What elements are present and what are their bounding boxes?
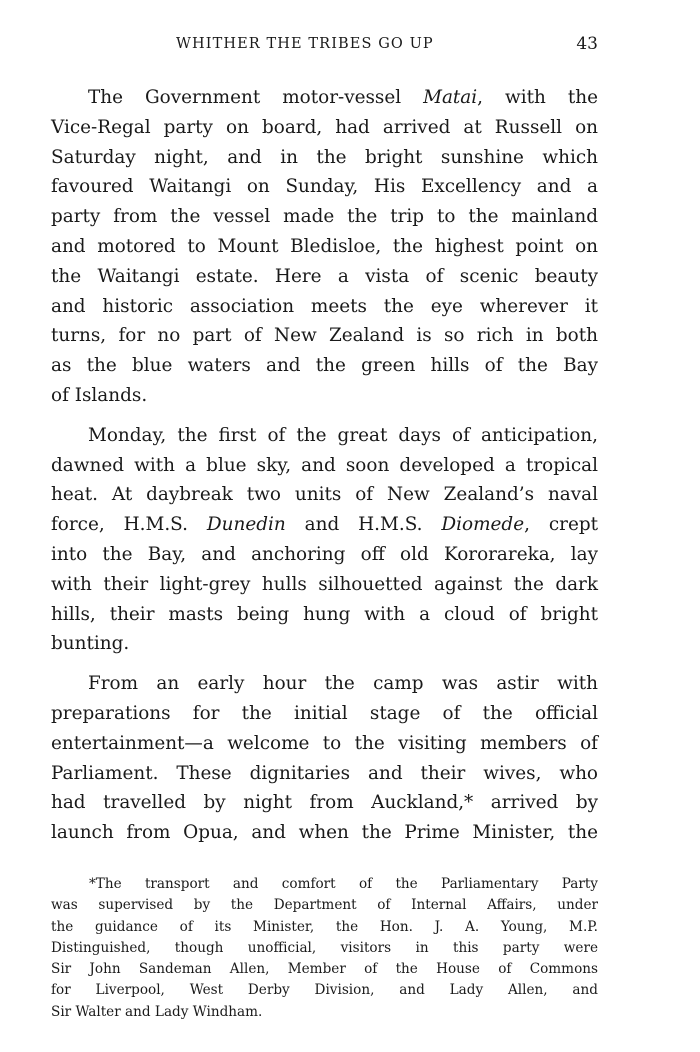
footnote-line: Distinguished, though unofficial, visitors in this party were [51,939,598,956]
text-line: with their light-grey hulls silhouetted against the dark [51,573,598,595]
text-line: hills, their masts being hung with a cloud of bright [51,603,598,625]
text-line: Parliament. These dignitaries and their wives, who [51,762,598,784]
ship-name: Dunedin [206,514,286,536]
footnote-line: Sir John Sandeman Allen, Member of the House of Commons [51,961,598,978]
text-line: into the Bay, and anchoring off old Kororareka, lay [51,543,598,565]
text-line: entertainment—a welcome to the visiting members of [51,732,598,754]
text-line: and historic association meets the eye wherever it [51,295,598,317]
body-text [51,83,598,858]
text-line: Monday, the first of the great days of anticipation, [88,424,598,446]
text-line: Vice-Regal party on board, had arrived at Russell on [51,116,598,138]
text-line: Saturday night, and in the bright sunshine which [51,146,598,168]
text-line: and motored to Mount Bledisloe, the highest point on [51,235,598,257]
footnote-line: the guidance of its Minister, the Hon. J. A. Young, M.P. [51,918,598,935]
text-line: had travelled by night from Auckland,* arrived by [51,792,598,814]
text-line: From an early hour the camp was astir with [88,673,598,695]
running-head [51,36,598,56]
text-line: of Islands. [51,384,148,406]
text-line: favoured Waitangi on Sunday, His Excellency and a [51,176,598,198]
paragraph-2 [51,421,598,659]
text-line: the Waitangi estate. Here a vista of scenic beauty [51,265,598,287]
paragraph-1 [51,83,598,411]
text-line: launch from Opua, and when the Prime Minister, the [51,822,598,844]
footnote-line: Sir Walter and Lady Windham. [51,1003,263,1020]
footnote-line: *The transport and comfort of the Parliamentary Party [89,876,598,892]
text-line: preparations for the initial stage of the official [51,702,598,724]
page-number: 43 [576,34,598,54]
paragraph-3 [51,669,598,848]
text-line: as the blue waters and the green hills of the Bay [51,355,598,377]
ship-name: Matai [423,87,478,108]
text-line: force, H.M.S. Dunedin and H.M.S. Diomede, crept [51,514,598,536]
text-line: dawned with a blue sky, and soon developed a tropical [51,454,598,476]
text-line: bunting. [51,633,130,655]
ship-name: Diomede [441,514,525,536]
footnote-line: was supervised by the Department of Internal Affairs, under [51,897,598,914]
running-title: WHITHER THE TRIBES GO UP [176,36,434,52]
footnote-line: for Liverpool, West Derby Division, and Lady Allen, and [51,982,598,999]
text-line: heat. At daybreak two units of New Zealand’s naval [51,484,598,506]
text-line: party from the vessel made the trip to the mainland [51,206,598,228]
text-line: The Government motor-vessel Matai, with the [88,87,598,108]
text-line: turns, for no part of New Zealand is so rich in both [51,325,598,347]
footnote [51,874,598,1023]
